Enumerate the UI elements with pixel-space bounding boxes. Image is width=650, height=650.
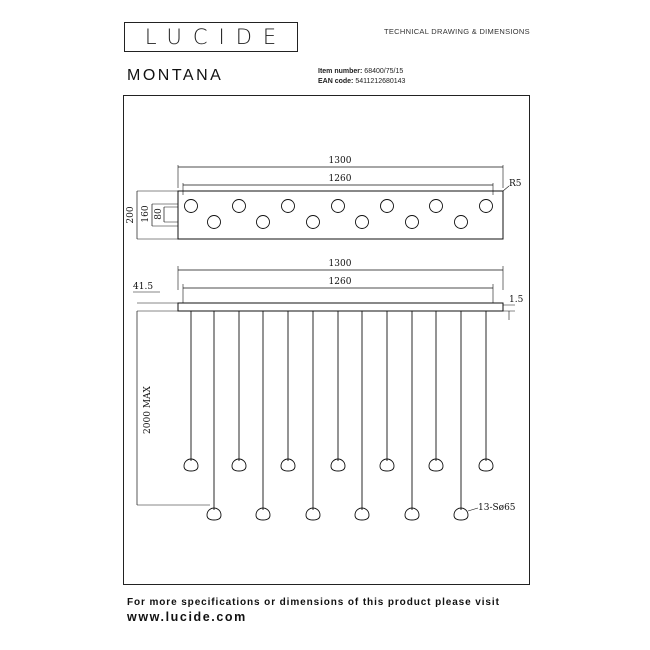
top-dim-160: 160 [141, 205, 151, 223]
side-dim-height: 2000 MAX [143, 386, 153, 434]
top-dim-inner: 1260 [328, 174, 352, 184]
top-dim-80: 80 [154, 208, 164, 220]
shade-hole [356, 216, 369, 229]
shade-hole [430, 200, 443, 213]
top-dim-total: 1300 [328, 156, 352, 166]
shade-hole [455, 216, 468, 229]
ean-code-value: 5411212680143 [355, 78, 406, 85]
ean-code-label: EAN code: [318, 78, 354, 85]
shade-hole [282, 200, 295, 213]
header-caption: TECHNICAL DRAWING & DIMENSIONS [384, 27, 530, 36]
pendants-row-lower [207, 311, 468, 520]
side-dim-inner: 1260 [328, 277, 352, 287]
canopy-top-outline [178, 191, 503, 239]
shade-spec: 13-Sø65 [478, 503, 516, 513]
footer-link[interactable]: www.lucide.com [127, 610, 247, 624]
side-dim-thickness: 1.5 [509, 295, 524, 305]
shade-hole [406, 216, 419, 229]
shade-hole [307, 216, 320, 229]
shade-hole [233, 200, 246, 213]
logo-text: LUCIDE [144, 25, 288, 49]
side-view [133, 259, 524, 520]
footer-text: For more specifications or dimensions of this product please visit [127, 597, 500, 608]
shade-hole [208, 216, 221, 229]
shade-hole [332, 200, 345, 213]
side-dim-offset: 41.5 [133, 282, 154, 292]
shade-hole [381, 200, 394, 213]
shade-hole [257, 216, 270, 229]
top-dim-depth: 200 [126, 206, 136, 224]
pendants-row-upper [184, 311, 493, 471]
top-shade-holes [185, 200, 493, 229]
product-name: MONTANA [127, 67, 224, 84]
item-number-label: Item number: [318, 68, 363, 75]
shade-hole [480, 200, 493, 213]
item-number-value: 68400/75/15 [364, 68, 404, 75]
canopy-side-outline [178, 303, 503, 311]
top-radius: R5 [509, 179, 522, 189]
side-dim-total: 1300 [328, 259, 352, 269]
shade-hole [185, 200, 198, 213]
top-view [126, 156, 522, 239]
